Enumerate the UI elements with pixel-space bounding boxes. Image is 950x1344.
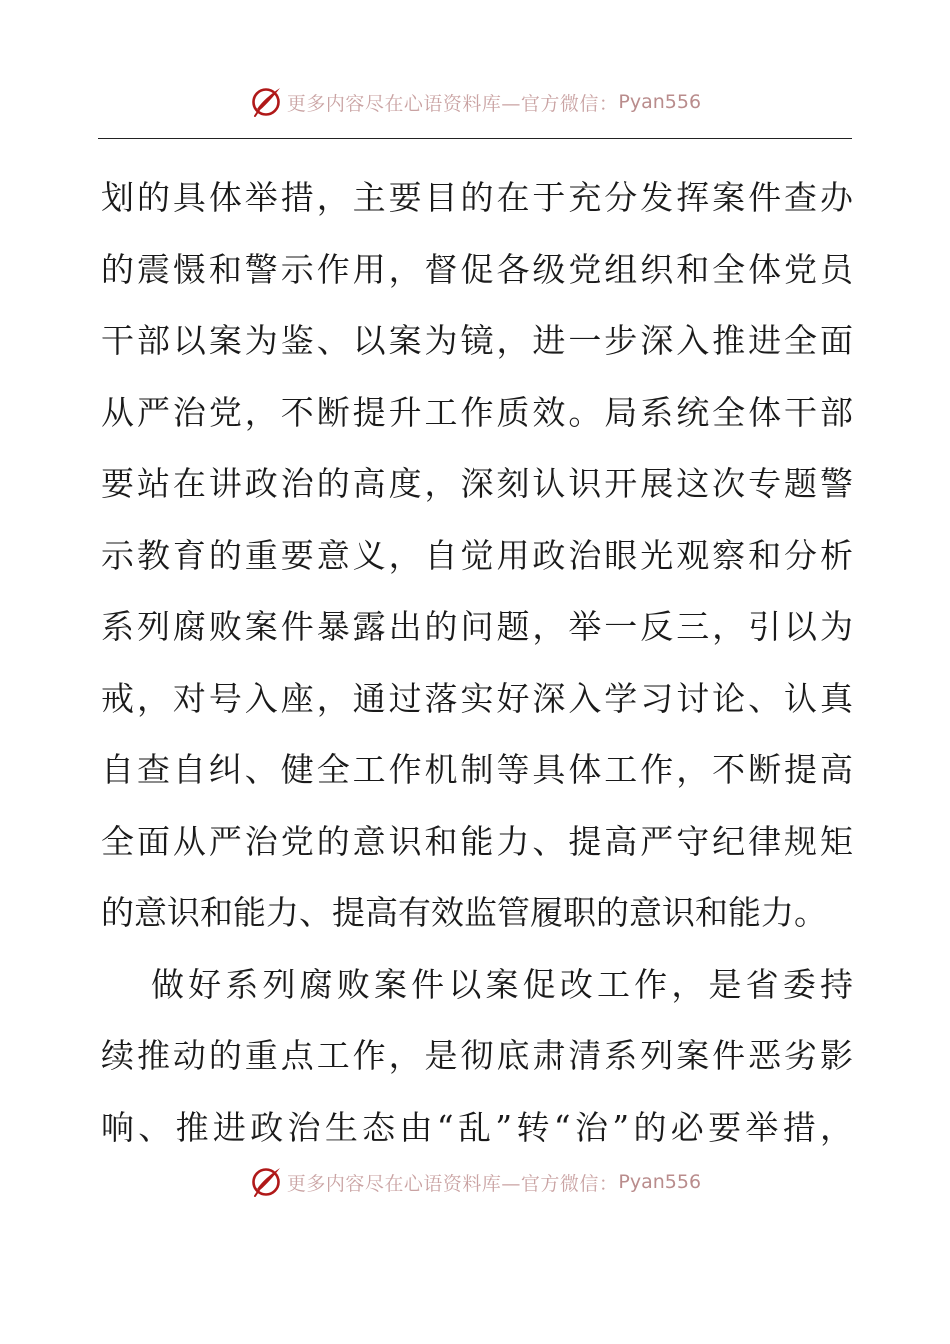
header-wechat-id: Pyan556: [618, 91, 702, 113]
body-line: 划的具体举措，主要目的在于充分发挥案件查办: [101, 178, 853, 217]
body-line: 全面从严治党的意识和能力、提高严守纪律规矩: [101, 821, 853, 861]
document-body: [101, 162, 853, 1163]
header-banner: [0, 82, 950, 122]
header-divider: [98, 138, 852, 139]
body-line: 示教育的重要意义，自觉用政治眼光观察和分析: [101, 535, 853, 575]
body-line: 干部以案为鉴、以案为镜，进一步深入推进全面: [101, 321, 853, 360]
body-line: 响、推进政治生态由“乱”转“治”的必要举措，: [101, 1107, 853, 1147]
body-line: 续推动的重点工作，是彻底肃清系列案件恶劣影: [101, 1036, 853, 1075]
body-line: 戒，对号入座，通过落实好深入学习讨论、认真: [101, 678, 853, 718]
body-line: 要站在讲政治的高度，深刻认识开展这次专题警: [101, 464, 853, 503]
footer-banner: [0, 1162, 950, 1202]
quill-circle-logo-icon: [249, 1165, 283, 1199]
body-line: 自查自纠、健全工作机制等具体工作，不断提高: [101, 750, 853, 789]
footer-banner-text: 更多内容尽在心语资料库—官方微信：: [286, 1172, 619, 1195]
body-line: 的震慑和警示作用，督促各级党组织和全体党员: [101, 249, 853, 289]
body-line: 从严治党，不断提升工作质效。局系统全体干部: [101, 392, 853, 432]
quill-circle-logo-icon: [249, 85, 283, 119]
body-line-paragraph-end: 的意识和能力、提高有效监管履职的意识和能力。: [101, 893, 827, 932]
body-line-paragraph-start: 做好系列腐败案件以案促改工作，是省委持: [151, 964, 853, 1004]
body-line: 系列腐败案件暴露出的问题，举一反三，引以为: [101, 607, 853, 646]
footer-wechat-id: Pyan556: [618, 1171, 702, 1193]
header-banner-text: 更多内容尽在心语资料库—官方微信：: [286, 92, 619, 115]
